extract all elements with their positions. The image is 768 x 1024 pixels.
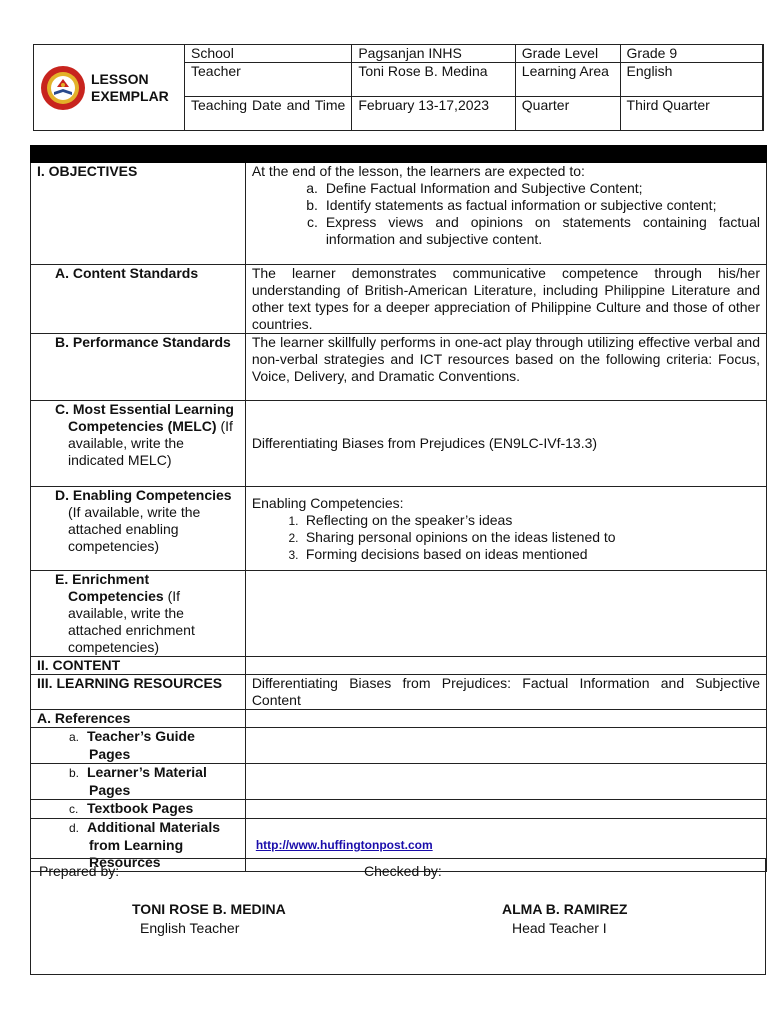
reference-item-guide: a. Teacher’s Guide Pages [31, 728, 246, 764]
header-info-table [184, 44, 763, 131]
references-value [245, 710, 766, 728]
grade-label: Grade Level [515, 45, 620, 63]
enrichment-note: (If available, write the attached enrichment competencies) [68, 588, 195, 655]
objectives-list [252, 180, 760, 248]
enrichment-label: E. Enrichment Competencies [55, 571, 164, 604]
resources-label: III. LEARNING RESOURCES [31, 675, 246, 710]
reference-item-textbook: c. Textbook Pages [31, 800, 246, 819]
melc-text: Differentiating Biases from Prejudices (EN9LC-IVf-13.3) [245, 401, 766, 487]
list-item: c. Express views and opinions on statements containing factual information and subjective content. [322, 214, 760, 248]
table-header-bar [31, 146, 767, 163]
reference-value-textbook [245, 800, 766, 819]
table-row [31, 728, 767, 764]
content-label: II. CONTENT [31, 657, 246, 675]
enabling-cell [245, 487, 766, 571]
list-item: b. Identify statements as factual information or subjective content; [322, 197, 760, 214]
melc-label: C. Most Essential Learning Competencies (MELC) [55, 401, 234, 434]
table-row [31, 571, 767, 657]
quarter-label: Quarter [515, 97, 620, 131]
signature-block [30, 858, 766, 975]
table-row [31, 487, 767, 571]
content-standards-label: A. Content Standards [31, 265, 246, 334]
school-label: School [185, 45, 352, 63]
table-row [31, 163, 767, 265]
performance-standards-text: The learner skillfully performs in one-act play through utilizing effective verbal and non-verbal strategies and ICT resources based on the following criteria: Focus, Voice, Delivery, and Dramatic Conventions. [245, 334, 766, 401]
table-row [31, 800, 767, 819]
area-label: Learning Area [515, 63, 620, 97]
quarter-value: Third Quarter [620, 97, 762, 131]
objectives-label: I. OBJECTIVES [31, 163, 246, 265]
content-value [245, 657, 766, 675]
table-row [31, 675, 767, 710]
school-value: Pagsanjan INHS [352, 45, 515, 63]
doc-title-line2: EXEMPLAR [91, 88, 169, 104]
content-standards-text: The learner demonstrates communicative competence through his/her understanding of British-American Literature, including Philippine Literature and other text types for a deeper appreciation of Philippine Culture and those of other countries. [245, 265, 766, 334]
enabling-list [252, 512, 760, 563]
list-item: 3. Forming decisions based on ideas mentioned [302, 546, 760, 563]
huffingtonpost-link[interactable]: http://www.huffingtonpost.com [255, 838, 433, 852]
references-label: A. References [31, 710, 246, 728]
teacher-value: Toni Rose B. Medina [352, 63, 515, 97]
checker-title: Head Teacher I [512, 920, 607, 936]
preparer-title: English Teacher [140, 920, 240, 936]
table-row [31, 334, 767, 401]
melc-label-cell [31, 401, 246, 487]
enabling-label-cell [31, 487, 246, 571]
reference-item-additional: d. Additional Materials from Learning Resources [31, 819, 246, 872]
list-item: 1. Reflecting on the speaker’s ideas [302, 512, 760, 529]
list-item: a. Define Factual Information and Subjective Content; [322, 180, 760, 197]
objectives-intro: At the end of the lesson, the learners are expected to: [251, 163, 585, 179]
objectives-cell [245, 163, 766, 265]
reference-value-learner [245, 764, 766, 800]
enrichment-value [245, 571, 766, 657]
grade-value: Grade 9 [620, 45, 762, 63]
checked-by-label: Checked by: [364, 863, 442, 879]
enabling-intro: Enabling Competencies: [251, 494, 404, 511]
table-row [31, 710, 767, 728]
enabling-label: D. Enabling Competencies [55, 487, 232, 503]
table-row [31, 401, 767, 487]
lesson-header [33, 44, 764, 131]
reference-item-learner: b. Learner’s Material Pages [31, 764, 246, 800]
enabling-note: (If available, write the attached enabling competencies) [68, 504, 201, 554]
doc-title-line1: LESSON [91, 71, 149, 87]
table-row [31, 657, 767, 675]
performance-standards-label: B. Performance Standards [31, 334, 246, 401]
preparer-name: TONI ROSE B. MEDINA [132, 901, 286, 917]
school-seal-icon [40, 65, 86, 111]
lesson-table [30, 145, 767, 872]
date-label: Teaching Date and Time [185, 97, 352, 131]
prepared-by-label: Prepared by: [39, 863, 120, 879]
reference-value-guide [245, 728, 766, 764]
list-item: 2. Sharing personal opinions on the ideas listened to [302, 529, 760, 546]
resources-text: Differentiating Biases from Prejudices: Factual Information and Subjective Content [245, 675, 766, 710]
teacher-label: Teacher [185, 63, 352, 97]
melc-note: (If available, write the indicated MELC) [68, 418, 233, 468]
table-row [31, 265, 767, 334]
area-value: English [620, 63, 762, 97]
checker-name: ALMA B. RAMIREZ [502, 901, 628, 917]
logo-area [34, 45, 184, 130]
enrichment-label-cell [31, 571, 246, 657]
date-value: February 13-17,2023 [352, 97, 515, 131]
table-row [31, 764, 767, 800]
